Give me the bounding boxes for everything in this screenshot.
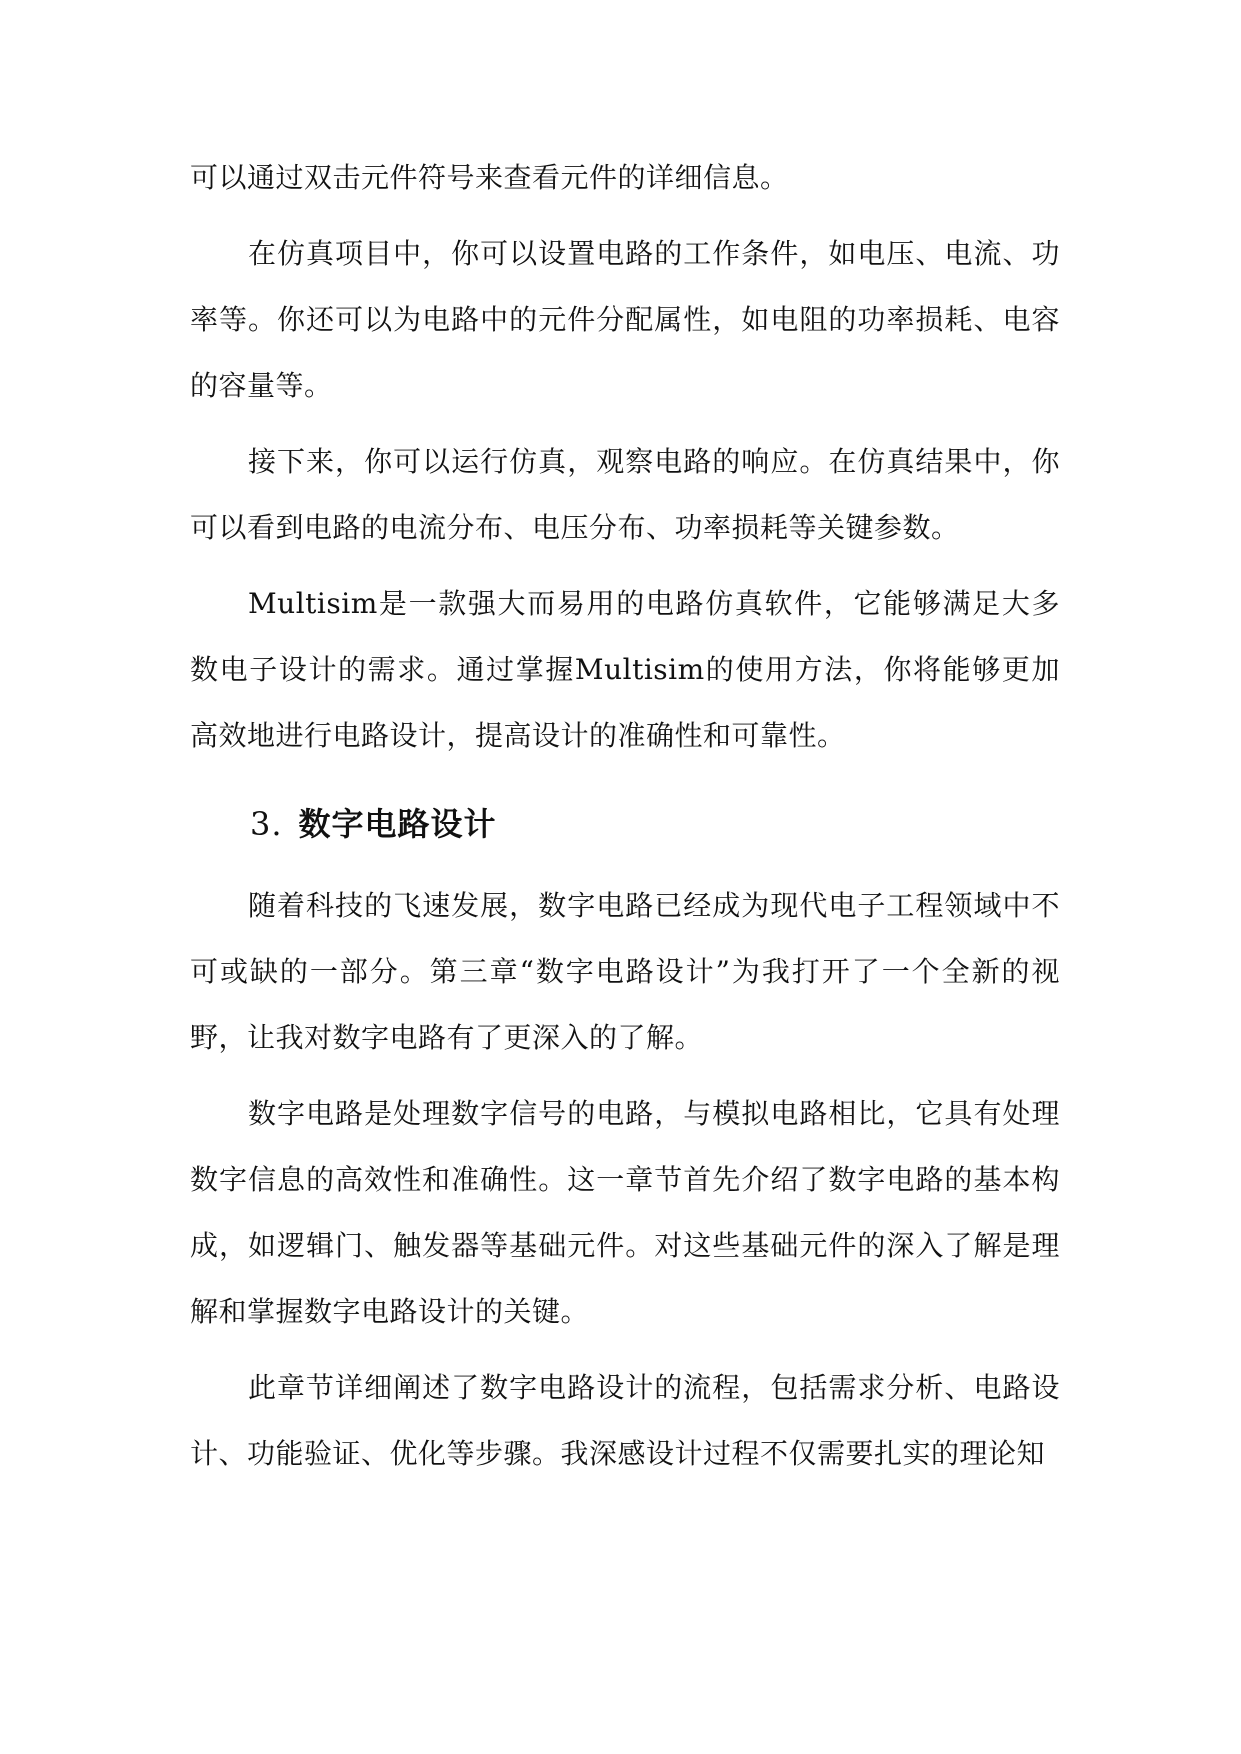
- paragraph-multisim-summary: Multisim是一款强大而易用的电路仿真软件，它能够满足大多数电子设计的需求。通过掌握Multisim的使用方法，你将能够更加高效地进行电路设计，提高设计的准确性和可靠性。: [190, 587, 1060, 752]
- paragraph-continuation: 可以通过双击元件符号来查看元件的详细信息。: [190, 161, 789, 194]
- page-content: [190, 145, 1060, 1497]
- paragraph-design-flow: 此章节详细阐述了数字电路设计的流程，包括需求分析、电路设计、功能验证、优化等步骤。我深感设计过程不仅需要扎实的理论知: [190, 1371, 1060, 1470]
- paragraph-digital-intro: 随着科技的飞速发展，数字电路已经成为现代电子工程领域中不可或缺的一部分。第三章“数字电路设计”为我打开了一个全新的视野，让我对数字电路有了更深入的了解。: [190, 889, 1060, 1054]
- section-number: 3.: [250, 805, 283, 843]
- section-heading: [190, 791, 1060, 857]
- section-title: 数字电路设计: [298, 805, 497, 843]
- paragraph-run-simulation: 接下来，你可以运行仿真，观察电路的响应。在仿真结果中，你可以看到电路的电流分布、电压分布、功率损耗等关键参数。: [190, 445, 1060, 544]
- paragraph-simulation-conditions: 在仿真项目中，你可以设置电路的工作条件，如电压、电流、功率等。你还可以为电路中的元件分配属性，如电阻的功率损耗、电容的容量等。: [190, 237, 1060, 402]
- paragraph-digital-basics: 数字电路是处理数字信号的电路，与模拟电路相比，它具有处理数字信息的高效性和准确性。这一章节首先介绍了数字电路的基本构成，如逻辑门、触发器等基础元件。对这些基础元件的深入了解是理解和掌握数字电路设计的关键。: [190, 1097, 1060, 1328]
